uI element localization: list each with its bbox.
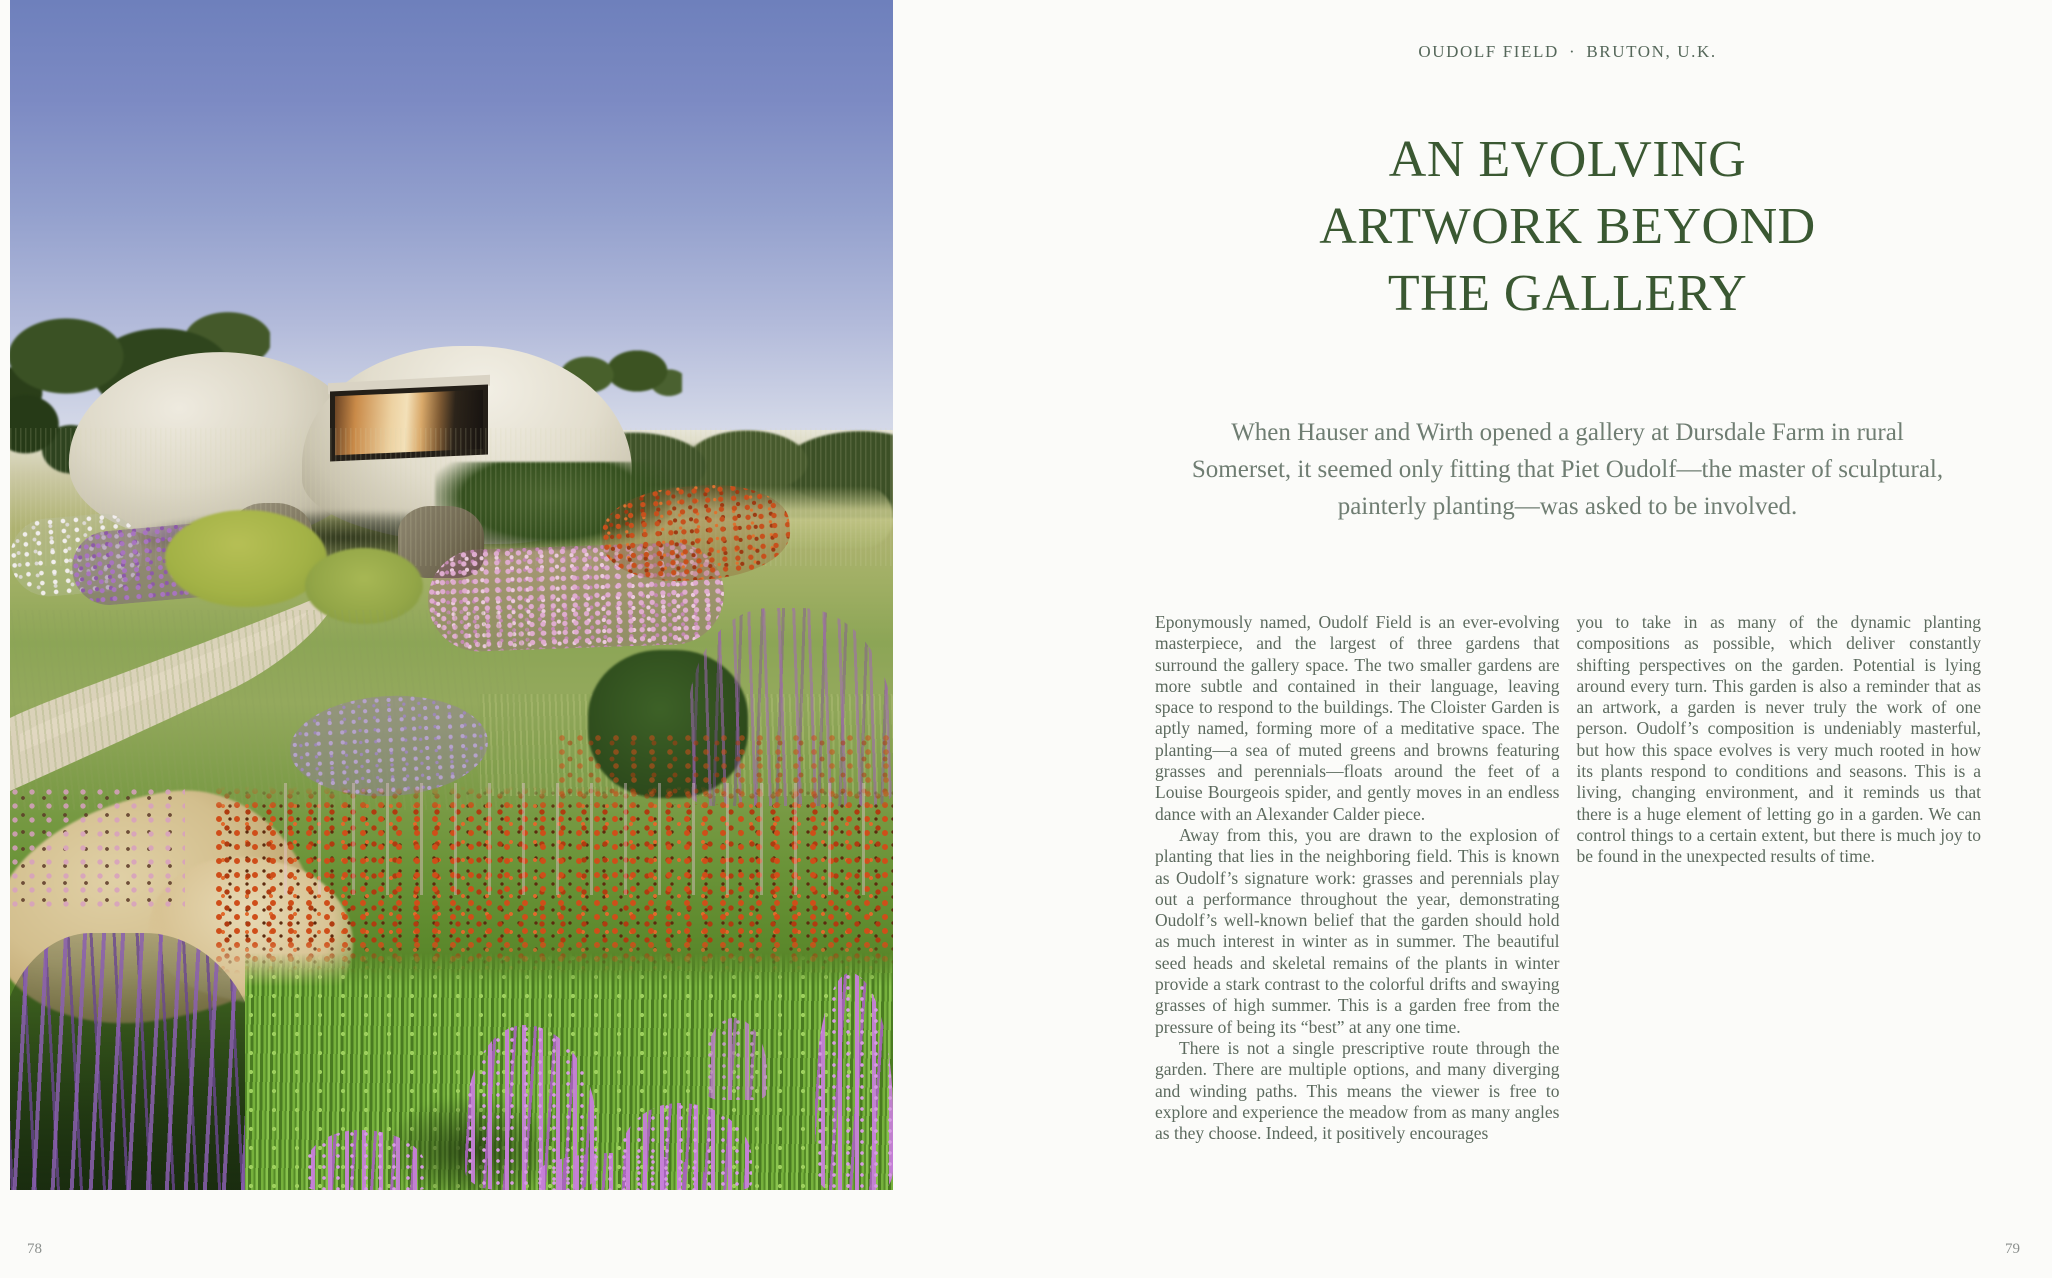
running-head: OUDOLF FIELD · BRUTON, U.K. xyxy=(1418,42,1717,61)
body-columns xyxy=(1155,612,1981,1144)
body-column-right xyxy=(1577,612,1982,1144)
paragraph: you to take in as many of the dynamic planting compositions as possible, which deliver constantly shifting perspectives on the garden. Potential is lying around every turn. This garden is also a reminder that as an artwork, a garden is never truly the work of one person. Oudolf’s composition is undeniably masterful, but how this space evolves is very much rooted in how its plants respond to conditions and seasons. This is a living, changing environment, and it reminds us that there is a huge element of letting go in a garden. We can control things to a certain extent, but there is much joy to be found in the unexpected results of time. xyxy=(1576,612,1981,867)
title-line: THE GALLERY xyxy=(1387,265,1748,322)
photo-pale-pink-spikes xyxy=(268,783,893,895)
photo-violet-salvia-foreground xyxy=(10,933,262,1190)
intro-line: painterly planting—was asked to be involved. xyxy=(1337,493,1798,520)
title-line: AN EVOLVING xyxy=(1388,131,1747,188)
page-number-right: 79 xyxy=(2005,1241,2020,1257)
intro-line: When Hauser and Wirth opened a gallery at Dursdale Farm in rural xyxy=(1231,419,1904,446)
intro-deck xyxy=(1130,414,2005,525)
photo-yellow-green-mound xyxy=(165,510,327,607)
title-line: ARTWORK BEYOND xyxy=(1319,198,1816,255)
paragraph: Away from this, you are drawn to the explosion of planting that lies in the neighboring field. This is known as Oudolf’s signature work: grasses and perennials play out a performance throughout the year, demonstrating Oudolf’s well-known belief that the garden should hold as much interest in winter as in summer. The beautiful seed heads and skeletal remains of the plants in winter provide a stark contrast to the colorful drifts and swaying grasses of high summer. This is a garden free from the pressure of being its “best” at any one time. xyxy=(1155,824,1560,1037)
garden-photo xyxy=(10,0,893,1190)
intro-line: Somerset, it seemed only fitting that Piet Oudolf—the master of sculptural, xyxy=(1191,456,1944,483)
paragraph: There is not a single prescriptive route through the garden. There are multiple options, and many diverging and winding paths. This means the viewer is free to explore and experience the meadow from as many angles as they choose. Indeed, it positively encourages xyxy=(1155,1037,1560,1144)
page-number-left: 78 xyxy=(27,1241,42,1257)
paragraph: Eponymously named, Oudolf Field is an ever-evolving masterpiece, and the largest of three gardens that surround the gallery space. The two smaller gardens are more subtle and contained in their language, leaving space to respond to the buildings. The Cloister Garden is aptly named, forming more of a meditative space. The planting—a sea of muted greens and browns featuring grasses and perennials—floats around the feet of a Louise Bourgeois spider, and gently moves in an endless dance with an Alexander Calder piece. xyxy=(1155,612,1560,824)
article-title xyxy=(1155,126,1980,327)
photo-pink-coneflowers xyxy=(10,786,185,911)
body-column-left xyxy=(1155,612,1560,1144)
